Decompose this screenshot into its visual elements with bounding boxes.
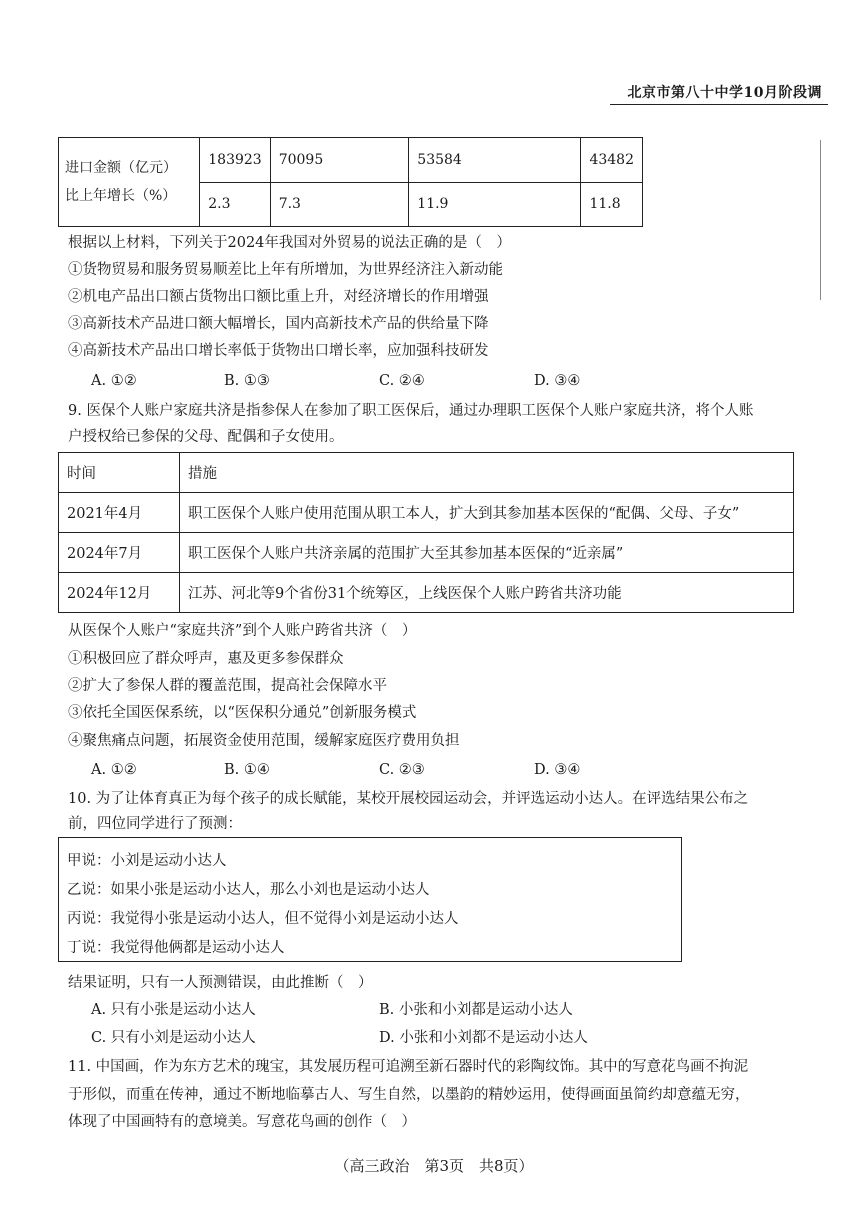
q9-item: ②扩大了参保人群的覆盖范围，提高社会保障水平 bbox=[68, 678, 387, 694]
row-time: 2021年4月 bbox=[59, 493, 180, 533]
row-measure: 职工医保个人账户共济亲属的范围扩大至其参加基本医保的“近亲属” bbox=[180, 533, 794, 573]
header-measure: 措施 bbox=[180, 453, 794, 493]
q8-option-b: B. ①③ bbox=[224, 373, 270, 389]
trade-cell: 7.3 bbox=[270, 182, 409, 227]
q10-option-d: D. 小张和小刘都不是运动小达人 bbox=[379, 1030, 588, 1046]
trade-cell: 70095 bbox=[270, 138, 409, 183]
row-time: 2024年7月 bbox=[59, 533, 180, 573]
q8-item: ②机电产品出口额占货物出口额比重上升，对经济增长的作用增强 bbox=[68, 289, 489, 305]
q11-line: 11. 中国画，作为东方艺术的瑰宝，其发展历程可追溯至新石器时代的彩陶纹饰。其中的写意花鸟画不拘泥 bbox=[68, 1059, 749, 1075]
row-time: 2024年12月 bbox=[59, 573, 180, 613]
page-header-title: 北京市第八十中学10月阶段调 bbox=[627, 85, 822, 101]
table-row bbox=[59, 533, 794, 573]
prediction-ding: 丁说：我觉得他俩都是运动小达人 bbox=[67, 940, 285, 956]
q8-option-a: A. ①② bbox=[91, 373, 137, 389]
q10-question: 结果证明，只有一人预测错误，由此推断（ ） bbox=[68, 975, 373, 991]
q9-option-b: B. ①④ bbox=[224, 762, 270, 778]
q9-question: 从医保个人账户“家庭共济”到个人账户跨省共济（ ） bbox=[68, 623, 417, 639]
header-time: 时间 bbox=[59, 453, 180, 493]
scan-edge-mark bbox=[820, 140, 821, 300]
page-footer: （高三政治 第3页 共8页） bbox=[334, 1157, 534, 1175]
policy-table bbox=[58, 452, 794, 613]
table-row bbox=[59, 493, 794, 533]
q9-option-c: C. ②③ bbox=[379, 762, 425, 778]
q9-stem: 9. 医保个人账户家庭共济是指参保人在参加了职工医保后，通过办理职工医保个人账户家庭共济，将个人账 bbox=[68, 403, 754, 419]
trade-table-labels bbox=[59, 138, 200, 227]
q8-item: ③高新技术产品进口额大幅增长，国内高新技术产品的供给量下降 bbox=[68, 316, 489, 332]
q9-item: ④聚焦痛点问题，拓展资金使用范围，缓解家庭医疗费用负担 bbox=[68, 733, 460, 749]
predictions-box bbox=[58, 837, 682, 962]
prediction-bing: 丙说：我觉得小张是运动小达人，但不觉得小刘是运动小达人 bbox=[67, 911, 459, 927]
q10-option-c: C. 只有小刘是运动小达人 bbox=[91, 1030, 256, 1046]
q9-option-d: D. ③④ bbox=[534, 762, 581, 778]
q9-stem-cont: 户授权给已参保的父母、配偶和子女使用。 bbox=[68, 429, 344, 445]
prediction-jia: 甲说：小刘是运动小达人 bbox=[67, 853, 227, 869]
q8-item: ④高新技术产品出口增长率低于货物出口增长率，应加强科技研发 bbox=[68, 343, 489, 359]
q8-stem: 根据以上材料，下列关于2024年我国对外贸易的说法正确的是（ ） bbox=[68, 235, 511, 251]
trade-cell: 43482 bbox=[581, 138, 643, 183]
q9-item: ①积极回应了群众呼声，惠及更多参保群众 bbox=[68, 651, 344, 667]
trade-cell: 183923 bbox=[200, 138, 270, 183]
label-import-amount: 进口金额（亿元） bbox=[65, 160, 177, 176]
trade-cell: 11.8 bbox=[581, 182, 643, 227]
q11-line: 体现了中国画特有的意境美。写意花鸟画的创作（ ） bbox=[68, 1114, 416, 1130]
label-growth-rate: 比上年增长（%） bbox=[65, 188, 177, 204]
header-rule bbox=[610, 104, 828, 105]
prediction-yi: 乙说：如果小张是运动小达人，那么小刘也是运动小达人 bbox=[67, 882, 430, 898]
q11-line: 于形似，而重在传神，通过不断地临摹古人、写生自然，以墨韵的精妙运用，使得画面虽简约却意蕴无穷， bbox=[68, 1087, 750, 1103]
row-measure: 江苏、河北等9个省份31个统筹区，上线医保个人账户跨省共济功能 bbox=[180, 573, 794, 613]
row-measure: 职工医保个人账户使用范围从职工本人，扩大到其参加基本医保的“配偶、父母、子女” bbox=[180, 493, 794, 533]
q9-item: ③依托全国医保系统，以“医保积分通兑”创新服务模式 bbox=[68, 705, 417, 721]
table-header-row bbox=[59, 453, 794, 493]
trade-table bbox=[58, 137, 643, 227]
q8-option-c: C. ②④ bbox=[379, 373, 425, 389]
q10-option-a: A. 只有小张是运动小达人 bbox=[91, 1002, 256, 1018]
trade-cell: 2.3 bbox=[200, 182, 270, 227]
q10-stem: 10. 为了让体育真正为每个孩子的成长赋能，某校开展校园运动会，并评选运动小达人。在评选结果公布之 bbox=[68, 791, 749, 807]
trade-cell: 11.9 bbox=[409, 182, 581, 227]
q10-option-b: B. 小张和小刘都是运动小达人 bbox=[379, 1002, 573, 1018]
q8-item: ①货物贸易和服务贸易顺差比上年有所增加，为世界经济注入新动能 bbox=[68, 262, 503, 278]
q10-stem-cont: 前，四位同学进行了预测： bbox=[68, 816, 242, 832]
trade-cell: 53584 bbox=[409, 138, 581, 183]
q8-option-d: D. ③④ bbox=[534, 373, 581, 389]
table-row bbox=[59, 573, 794, 613]
q9-option-a: A. ①② bbox=[91, 762, 137, 778]
